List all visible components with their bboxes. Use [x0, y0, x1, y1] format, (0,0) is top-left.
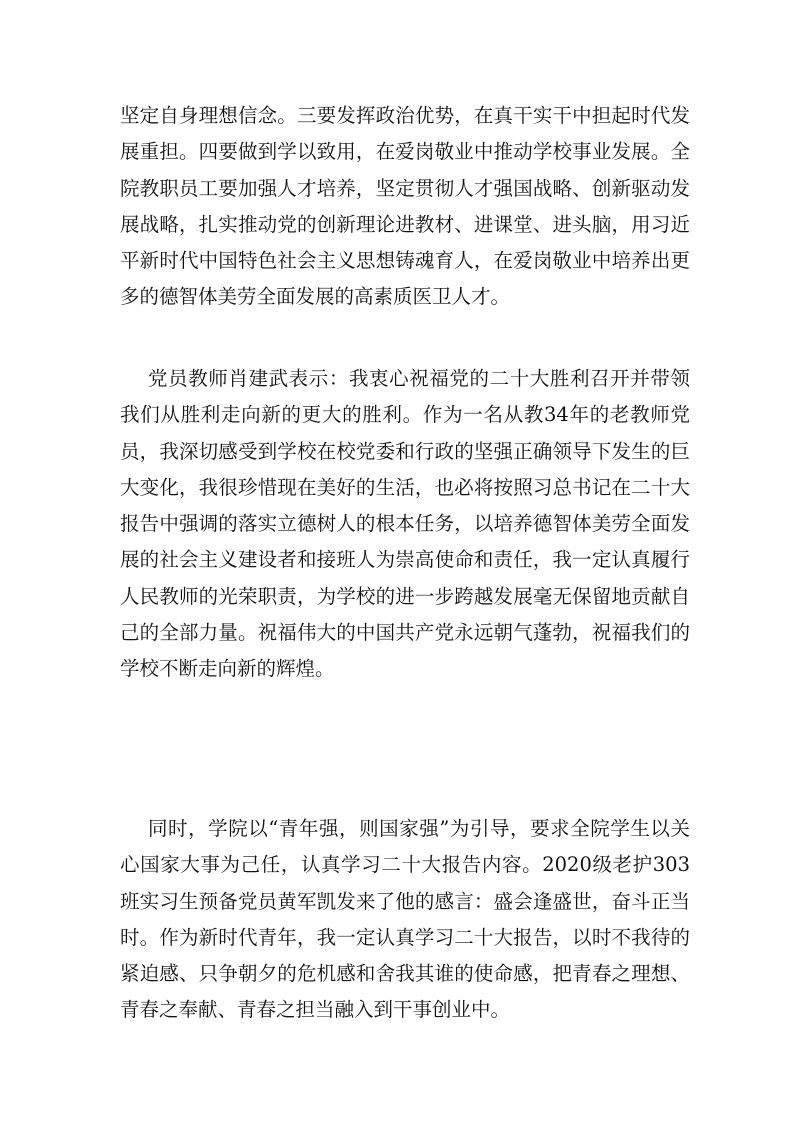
body-paragraph: 同时，学院以“青年强，则国家强”为引导，要求全院学生以关心国家大事为己任，认真学习二十大报告内容。2020级老护303班实习生预备党员黄军凯发来了他的感言：盛会逢盛世，奋斗正当时。作为新时代青年，我一定认真学习二十大报告，以时不我待的紧迫感、只争朝夕的危机感和舍我其谁的使命感，把青春之理想、青春之奉献、青春之担当融入到干事创业中。: [120, 817, 690, 1022]
body-paragraph: 党员教师肖建武表示：我衷心祝福党的二十大胜利召开并带领我们从胜利走向新的更大的胜利。作为一名从教34年的老教师党员，我深切感受到学校在校党委和行政的坚强正确领导下发生的巨大变化，我很珍惜现在美好的生活，也必将按照习总书记在二十大报告中强调的落实立德树人的根本任务，以培养德智体美劳全面发展的社会主义建设者和接班人为崇高使命和责任，我一定认真履行人民教师的光荣职责，为学校的进一步跨越发展毫无保留地贡献自己的全部力量。祝福伟大的中国共产党永远朝气蓬勃，祝福我们的学校不断走向新的辉煌。: [120, 367, 690, 681]
body-paragraph: 坚定自身理想信念。三要发挥政治优势，在真干实干中担起时代发展重担。四要做到学以致用，在爱岗敬业中推动学校事业发展。全院教职员工要加强人才培养，坚定贯彻人才强国战略、创新驱动发展战略，扎实推动党的创新理论进教材、进课堂、进头脑，用习近平新时代中国特色社会主义思想铸魂育人，在爱岗敬业中培养出更多的德智体美劳全面发展的高素质医卫人才。: [120, 104, 690, 309]
